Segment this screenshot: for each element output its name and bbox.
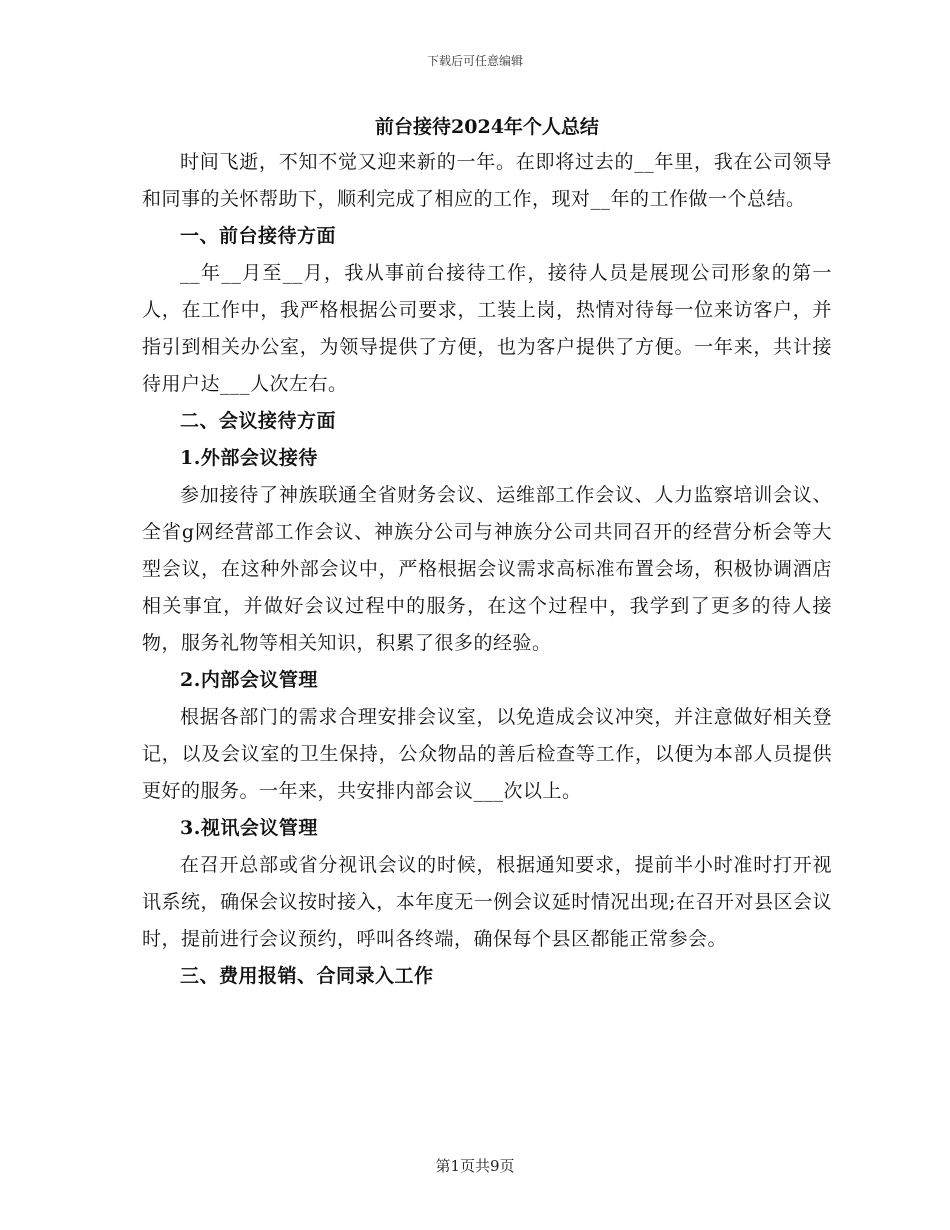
page-header-note: 下载后可任意编辑: [426, 54, 523, 68]
paragraph-front-desk: __年__月至__月，我从事前台接待工作，接待人员是展现公司形象的第一人，在工作中，我严格根据公司要求，工装上岗，热情对待每一位来访客户，并指引到相关办公室，为领导提供了方便，也为客户提供了方便。一年来，共计接待用户达___人次左右。: [142, 262, 832, 395]
document-body: [142, 110, 832, 995]
document-title: 前台接待2024年个人总结: [375, 116, 599, 138]
paragraph-intro: 时间飞逝，不知不觉又迎来新的一年。在即将过去的__年里，我在公司领导和同事的关怀帮助下，顺利完成了相应的工作，现对__年的工作做一个总结。: [142, 151, 832, 210]
page-number: 第1页共9页: [435, 1157, 515, 1175]
section-heading-expenses-contracts: 三、费用报销、合同录入工作: [180, 965, 434, 987]
section-heading-meetings: 二、会议接待方面: [180, 410, 337, 432]
section-heading-front-desk: 一、前台接待方面: [180, 225, 337, 247]
paragraph-video-meetings: 在召开总部或省分视讯会议的时候，根据通知要求，提前半小时准时打开视讯系统，确保会议按时接入，本年度无一例会议延时情况出现;在召开对县区会议时，提前进行会议预约，呼叫各终端，确保每个县区都能正常参会。: [142, 854, 832, 950]
subsection-heading-internal-meetings: 2.内部会议管理: [180, 669, 318, 691]
subsection-heading-video-meetings: 3.视讯会议管理: [180, 817, 318, 839]
paragraph-external-meetings: 参加接待了神族联通全省财务会议、运维部工作会议、人力监察培训会议、全省g网经营部工作会议、神族分公司与神族分公司共同召开的经营分析会等大型会议，在这种外部会议中，严格根据会议需求高标准布置会场，积极协调酒店相关事宜，并做好会议过程中的服务，在这个过程中，我学到了更多的待人接物，服务礼物等相关知识，积累了很多的经验。: [142, 484, 832, 654]
paragraph-internal-meetings: 根据各部门的需求合理安排会议室，以免造成会议冲突，并注意做好相关登记，以及会议室的卫生保持，公众物品的善后检查等工作，以便为本部人员提供更好的服务。一年来，共安排内部会议___次以上。: [142, 706, 832, 802]
subsection-heading-external-meetings: 1.外部会议接待: [180, 447, 318, 469]
